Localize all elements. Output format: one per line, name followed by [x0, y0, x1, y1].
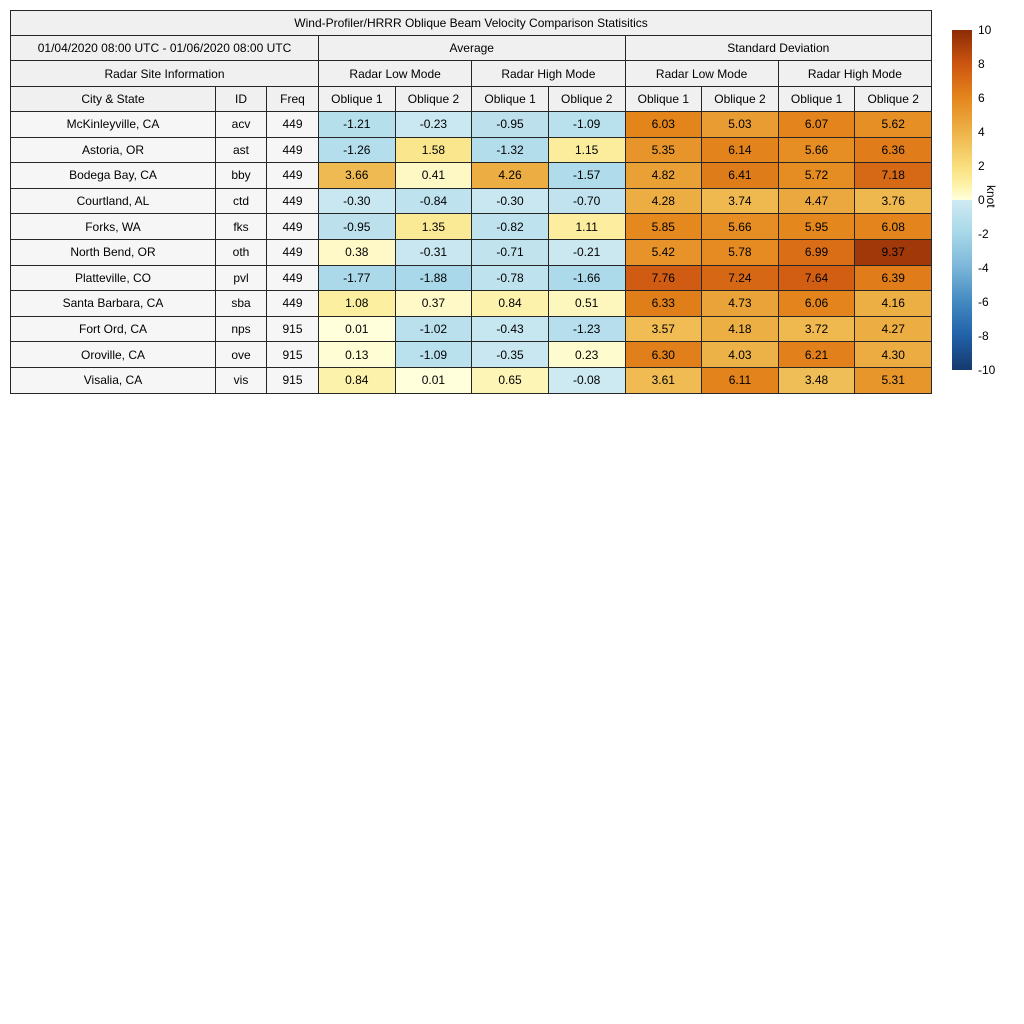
city-state-col-header: City & State — [11, 87, 216, 112]
id-cell: nps — [216, 316, 267, 342]
value-cell: -0.82 — [472, 214, 549, 240]
value-cell: 6.14 — [702, 137, 779, 163]
freq-cell: 449 — [267, 291, 319, 317]
value-cell: 5.31 — [855, 367, 932, 393]
std-high-mode-header: Radar High Mode — [778, 61, 931, 87]
colorbar-tick-label: -4 — [978, 261, 989, 275]
date-range: 01/04/2020 08:00 UTC - 01/06/2020 08:00 UTC — [11, 36, 319, 61]
value-cell: 6.39 — [855, 265, 932, 291]
avg-low-mode-header: Radar Low Mode — [319, 61, 472, 87]
value-cell: 0.51 — [548, 291, 625, 317]
colorbar-tick-label: -6 — [978, 295, 989, 309]
value-cell: -0.30 — [472, 188, 549, 214]
value-cell: 1.15 — [548, 137, 625, 163]
oblique1-col-header: Oblique 1 — [472, 87, 549, 112]
value-cell: 6.33 — [625, 291, 702, 317]
freq-cell: 449 — [267, 188, 319, 214]
stats-table — [10, 10, 932, 394]
value-cell: 0.23 — [548, 342, 625, 368]
oblique1-col-header: Oblique 1 — [625, 87, 702, 112]
colorbar-tick-label: 10 — [978, 23, 992, 37]
oblique2-col-header: Oblique 2 — [855, 87, 932, 112]
value-cell: 6.30 — [625, 342, 702, 368]
oblique1-col-header: Oblique 1 — [778, 87, 855, 112]
colorbar-tick-label: 6 — [978, 91, 985, 105]
city-cell: Santa Barbara, CA — [11, 291, 216, 317]
value-cell: 0.65 — [472, 367, 549, 393]
value-cell: 0.41 — [395, 163, 472, 189]
value-cell: -0.08 — [548, 367, 625, 393]
oblique1-col-header: Oblique 1 — [319, 87, 396, 112]
value-cell: 4.18 — [702, 316, 779, 342]
site-info-header: Radar Site Information — [11, 61, 319, 87]
freq-cell: 449 — [267, 239, 319, 265]
value-cell: 5.78 — [702, 239, 779, 265]
value-cell: 0.13 — [319, 342, 396, 368]
value-cell: -0.78 — [472, 265, 549, 291]
value-cell: 4.26 — [472, 163, 549, 189]
colorbar-tick-label: 2 — [978, 159, 985, 173]
std-deviation-group-header: Standard Deviation — [625, 36, 932, 61]
table-row — [11, 112, 932, 138]
value-cell: 6.41 — [702, 163, 779, 189]
value-cell: 1.11 — [548, 214, 625, 240]
id-cell: acv — [216, 112, 267, 138]
id-cell: sba — [216, 291, 267, 317]
table-row — [11, 163, 932, 189]
city-cell: Astoria, OR — [11, 137, 216, 163]
table-row — [11, 342, 932, 368]
value-cell: -1.09 — [548, 112, 625, 138]
value-cell: 0.01 — [319, 316, 396, 342]
avg-high-mode-header: Radar High Mode — [472, 61, 625, 87]
colorbar-tick-label: -8 — [978, 329, 989, 343]
value-cell: -1.23 — [548, 316, 625, 342]
freq-cell: 915 — [267, 316, 319, 342]
id-cell: vis — [216, 367, 267, 393]
value-cell: 1.08 — [319, 291, 396, 317]
value-cell: 4.28 — [625, 188, 702, 214]
value-cell: -0.30 — [319, 188, 396, 214]
value-cell: 5.72 — [778, 163, 855, 189]
value-cell: 4.16 — [855, 291, 932, 317]
value-cell: -1.66 — [548, 265, 625, 291]
value-cell: 4.47 — [778, 188, 855, 214]
value-cell: -1.77 — [319, 265, 396, 291]
value-cell: 4.82 — [625, 163, 702, 189]
city-cell: Platteville, CO — [11, 265, 216, 291]
oblique2-col-header: Oblique 2 — [548, 87, 625, 112]
value-cell: 0.01 — [395, 367, 472, 393]
city-cell: Bodega Bay, CA — [11, 163, 216, 189]
value-cell: 1.35 — [395, 214, 472, 240]
value-cell: 4.30 — [855, 342, 932, 368]
value-cell: -1.32 — [472, 137, 549, 163]
table-row — [11, 137, 932, 163]
colorbar — [952, 30, 972, 370]
value-cell: 0.84 — [319, 367, 396, 393]
value-cell: -1.26 — [319, 137, 396, 163]
value-cell: 5.42 — [625, 239, 702, 265]
value-cell: 5.66 — [702, 214, 779, 240]
value-cell: 5.66 — [778, 137, 855, 163]
id-cell: fks — [216, 214, 267, 240]
value-cell: 6.99 — [778, 239, 855, 265]
value-cell: -0.70 — [548, 188, 625, 214]
id-cell: ove — [216, 342, 267, 368]
value-cell: -0.35 — [472, 342, 549, 368]
table-row — [11, 265, 932, 291]
value-cell: -1.88 — [395, 265, 472, 291]
city-cell: Forks, WA — [11, 214, 216, 240]
value-cell: 1.58 — [395, 137, 472, 163]
value-cell: -1.57 — [548, 163, 625, 189]
freq-cell: 449 — [267, 112, 319, 138]
value-cell: -0.43 — [472, 316, 549, 342]
city-cell: North Bend, OR — [11, 239, 216, 265]
value-cell: 6.21 — [778, 342, 855, 368]
colorbar-tick-label: -10 — [978, 363, 996, 377]
value-cell: 6.06 — [778, 291, 855, 317]
value-cell: 7.76 — [625, 265, 702, 291]
freq-cell: 449 — [267, 214, 319, 240]
value-cell: 3.74 — [702, 188, 779, 214]
value-cell: 3.66 — [319, 163, 396, 189]
freq-cell: 449 — [267, 163, 319, 189]
table-title: Wind-Profiler/HRRR Oblique Beam Velocity Comparison Statisitics — [11, 11, 932, 36]
value-cell: -0.95 — [472, 112, 549, 138]
city-cell: Courtland, AL — [11, 188, 216, 214]
value-cell: 9.37 — [855, 239, 932, 265]
freq-cell: 449 — [267, 137, 319, 163]
value-cell: -0.71 — [472, 239, 549, 265]
value-cell: 4.73 — [702, 291, 779, 317]
value-cell: 4.03 — [702, 342, 779, 368]
table-row — [11, 316, 932, 342]
value-cell: 6.07 — [778, 112, 855, 138]
table-row — [11, 214, 932, 240]
value-cell: 7.64 — [778, 265, 855, 291]
colorbar-tick-label: -2 — [978, 227, 989, 241]
id-cell: ast — [216, 137, 267, 163]
value-cell: 5.62 — [855, 112, 932, 138]
colorbar-tick-label: 4 — [978, 125, 985, 139]
value-cell: 0.37 — [395, 291, 472, 317]
id-cell: pvl — [216, 265, 267, 291]
value-cell: 7.24 — [702, 265, 779, 291]
value-cell: 3.57 — [625, 316, 702, 342]
value-cell: 5.03 — [702, 112, 779, 138]
id-cell: oth — [216, 239, 267, 265]
freq-cell: 915 — [267, 342, 319, 368]
city-cell: Visalia, CA — [11, 367, 216, 393]
value-cell: -0.84 — [395, 188, 472, 214]
table-row — [11, 188, 932, 214]
value-cell: -0.23 — [395, 112, 472, 138]
std-low-mode-header: Radar Low Mode — [625, 61, 778, 87]
city-cell: Fort Ord, CA — [11, 316, 216, 342]
value-cell: 3.76 — [855, 188, 932, 214]
colorbar-unit-label: knot — [984, 185, 998, 208]
average-group-header: Average — [319, 36, 626, 61]
value-cell: -1.02 — [395, 316, 472, 342]
value-cell: -0.95 — [319, 214, 396, 240]
value-cell: 4.27 — [855, 316, 932, 342]
oblique2-col-header: Oblique 2 — [395, 87, 472, 112]
value-cell: 5.35 — [625, 137, 702, 163]
freq-col-header: Freq — [267, 87, 319, 112]
value-cell: 5.95 — [778, 214, 855, 240]
value-cell: 6.08 — [855, 214, 932, 240]
value-cell: 7.18 — [855, 163, 932, 189]
value-cell: 6.11 — [702, 367, 779, 393]
table-row — [11, 291, 932, 317]
value-cell: 6.36 — [855, 137, 932, 163]
value-cell: -1.21 — [319, 112, 396, 138]
id-cell: bby — [216, 163, 267, 189]
table-row — [11, 239, 932, 265]
freq-cell: 915 — [267, 367, 319, 393]
value-cell: 5.85 — [625, 214, 702, 240]
value-cell: -1.09 — [395, 342, 472, 368]
table-row — [11, 367, 932, 393]
value-cell: 3.72 — [778, 316, 855, 342]
freq-cell: 449 — [267, 265, 319, 291]
colorbar-tick-label: 8 — [978, 57, 985, 71]
value-cell: 0.38 — [319, 239, 396, 265]
oblique2-col-header: Oblique 2 — [702, 87, 779, 112]
value-cell: 3.48 — [778, 367, 855, 393]
id-col-header: ID — [216, 87, 267, 112]
value-cell: 3.61 — [625, 367, 702, 393]
city-cell: Oroville, CA — [11, 342, 216, 368]
value-cell: 6.03 — [625, 112, 702, 138]
value-cell: 0.84 — [472, 291, 549, 317]
id-cell: ctd — [216, 188, 267, 214]
city-cell: McKinleyville, CA — [11, 112, 216, 138]
value-cell: -0.21 — [548, 239, 625, 265]
value-cell: -0.31 — [395, 239, 472, 265]
colorbar-tick-label: 0 — [978, 193, 985, 207]
